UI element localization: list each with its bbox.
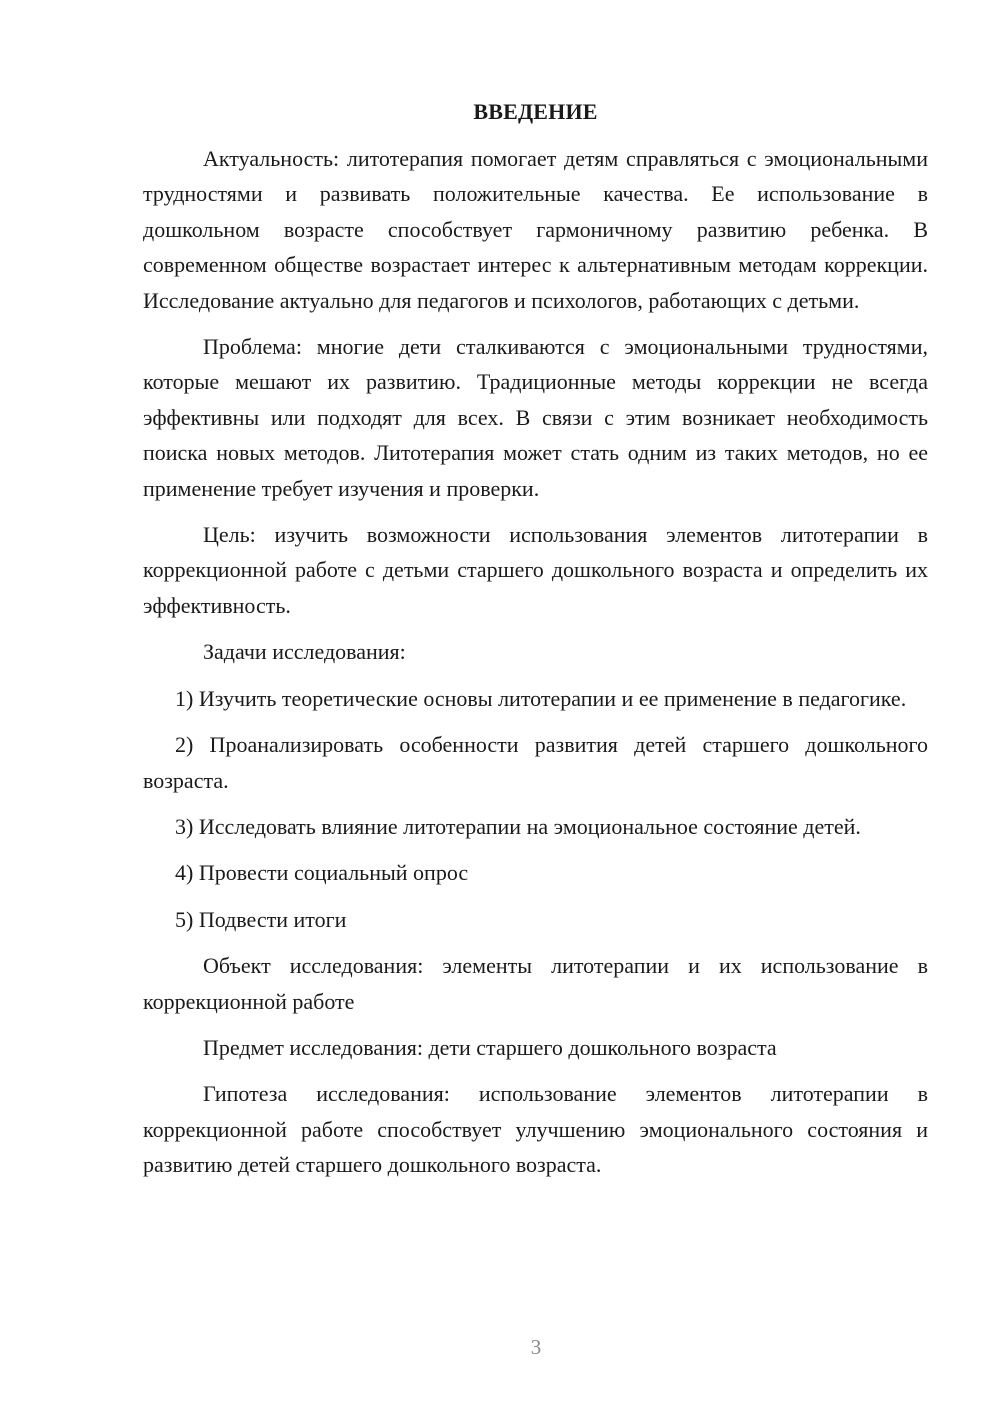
task-item-2: 2) Проанализировать особенности развития детей старшего дошкольного возраста. xyxy=(143,732,928,793)
goal-paragraph: Цель: изучить возможности использования элементов литотерапии в коррекционной работе с детьми старшего дошкольного возраста и определить их эффективность. xyxy=(143,522,928,618)
page-number: 3 xyxy=(530,1335,542,1359)
page-content xyxy=(143,94,928,1183)
hypothesis-paragraph: Гипотеза исследования: использование элементов литотерапии в коррекционной работе способствует улучшению эмоционального состояния и развитию детей старшего дошкольного возраста. xyxy=(143,1081,928,1178)
task-item-5: 5) Подвести итоги xyxy=(175,906,347,932)
page-title: ВВЕДЕНИЕ xyxy=(473,99,598,124)
object-paragraph: Объект исследования: элементы литотерапии и их использование в коррекционной работе xyxy=(143,953,928,1014)
problem-paragraph: Проблема: многие дети сталкиваются с эмоциональными трудностями, которые мешают их развитию. Традиционные методы коррекции не всегда эффективны или подходят для всех. В связи с этим возникает необходимость поиска новых методов. Литотерапия может стать одним из таких методов, но ее применение требует изучения и проверки. xyxy=(143,334,928,501)
subject-paragraph: Предмет исследования: дети старшего дошкольного возраста xyxy=(203,1034,777,1060)
relevance-paragraph: Актуальность: литотерапия помогает детям справляться с эмоциональными трудностями и развивать положительные качества. Ее использование в дошкольном возрасте способствует гармоничному развитию ребенка. В современном обществе возрастает интерес к альтернативным методам коррекции. Исследование актуально для педагогов и психологов, работающих с детьми. xyxy=(143,146,928,313)
task-item-3: 3) Исследовать влияние литотерапии на эмоциональное состояние детей. xyxy=(175,813,861,839)
tasks-heading: Задачи исследования: xyxy=(203,639,406,665)
task-item-4: 4) Провести социальный опрос xyxy=(175,860,469,886)
task-item-1: 1) Изучить теоретические основы литотерапии и ее применение в педагогике. xyxy=(175,685,907,711)
